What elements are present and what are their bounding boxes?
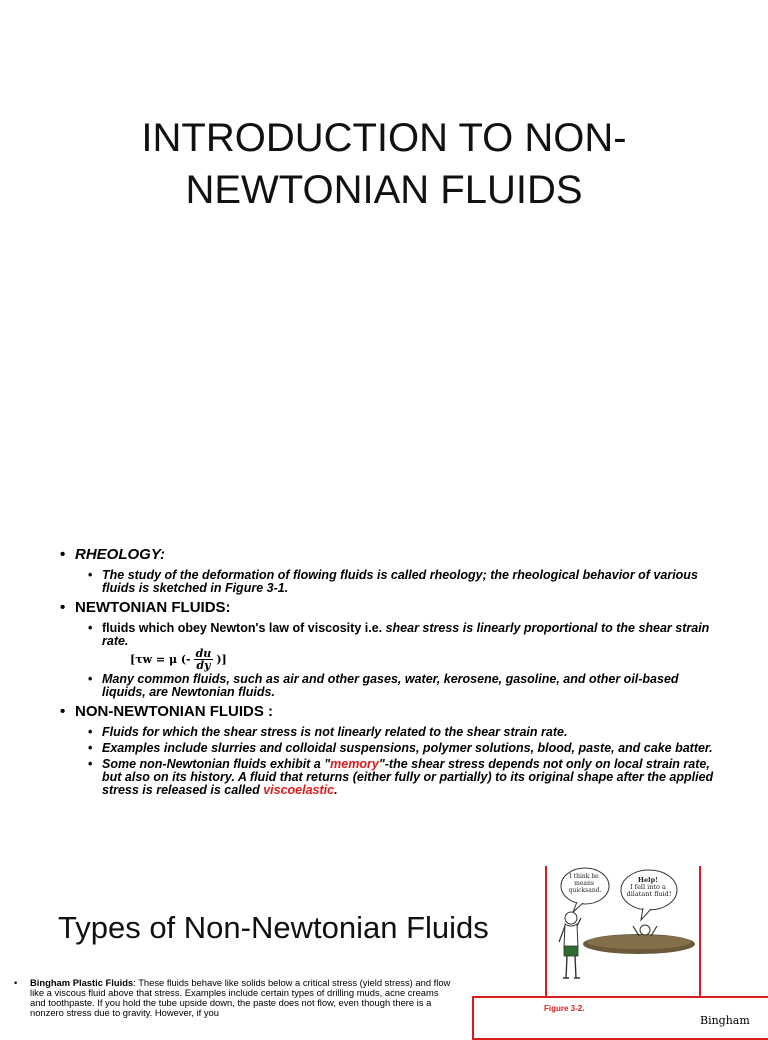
types-title: Types of Non-Newtonian Fluids xyxy=(58,910,489,945)
svg-text:Help! I fell into a: Help! I fell into a dilatant fluid! xyxy=(626,876,672,898)
memory-text-end: . xyxy=(334,783,338,797)
newtonian-definition xyxy=(0,622,768,648)
memory-bullet xyxy=(0,758,768,797)
standing-person xyxy=(565,912,577,924)
viscoelastic-keyword: viscoelastic xyxy=(263,783,335,797)
memory-keyword: memory xyxy=(330,757,379,771)
newtonian-examples: • Many common fluids, such as air and other gases, water, kerosene, gasoline, and other oil-based liquids, are Newtonian fluids. xyxy=(0,673,768,699)
non-newtonian-examples: • Examples include slurries and colloidal suspensions, polymer solutions, blood, paste, and cake batter. xyxy=(0,742,768,755)
bingham-text xyxy=(14,978,454,1018)
slide-title-line-2: NEWTONIAN FLUIDS xyxy=(185,168,583,212)
memory-text-start: Some non-Newtonian fluids exhibit a " xyxy=(102,757,331,771)
formula-rhs: )] xyxy=(216,652,227,666)
figure-bingham-label: Bingham xyxy=(700,1014,750,1027)
quicksand-cartoon xyxy=(545,866,701,1008)
newtonian-definition-end: shear stress is linearly proportional to the shear strain rate. xyxy=(102,621,710,648)
formula-numerator: du xyxy=(195,646,212,660)
bullet-dot: • xyxy=(14,977,18,988)
formula-denominator: dy xyxy=(196,658,211,672)
memory-text-middle: "-the shear stress depends not only on local strain rate, but also on its history. A fluid that returns (either fully or partially) to its original shape after the applied stress is released is called xyxy=(102,757,714,797)
formula-lhs: [τw = μ (- xyxy=(130,652,191,666)
figure-label: Figure 3-2. xyxy=(544,1004,585,1013)
rheology-bullets xyxy=(0,542,768,797)
newton-viscosity-formula xyxy=(0,648,768,670)
bingham-bullet xyxy=(14,978,454,1018)
non-newtonian-heading: • NON-NEWTONIAN FLUIDS : xyxy=(0,701,768,723)
bingham-description: : These fluids behave like solids below a critical stress (yield stress) and flow like a viscous fluid above that stress. Examples include certain types of drilling muds, acne creams and toothpaste. If you hold the tube upside down, the paste does not flow, even though there is a nonzero stress due to gravity. However, if you xyxy=(30,977,451,1018)
newtonian-definition-start: fluids which obey Newton's law of viscosity i.e. xyxy=(102,621,386,635)
cartoon-illustration xyxy=(547,866,699,1006)
formula-fraction xyxy=(194,648,214,671)
left-bubble-text: I think he means quicksand. xyxy=(568,873,602,894)
rheology-heading: • RHEOLOGY: xyxy=(0,544,768,566)
non-newtonian-definition: • Fluids for which the shear stress is not linearly related to the shear strain rate. xyxy=(0,726,768,739)
newtonian-heading: • NEWTONIAN FLUIDS: xyxy=(0,597,768,619)
rheology-definition: • The study of the deformation of flowing fluids is called rheology; the rheological behavior of various fluids is sketched in Figure 3-1. xyxy=(0,569,768,595)
slide-title-line-1: INTRODUCTION TO NON- xyxy=(141,116,627,160)
bingham-label: Bingham Plastic Fluids xyxy=(30,977,134,988)
slide-title xyxy=(0,112,768,216)
